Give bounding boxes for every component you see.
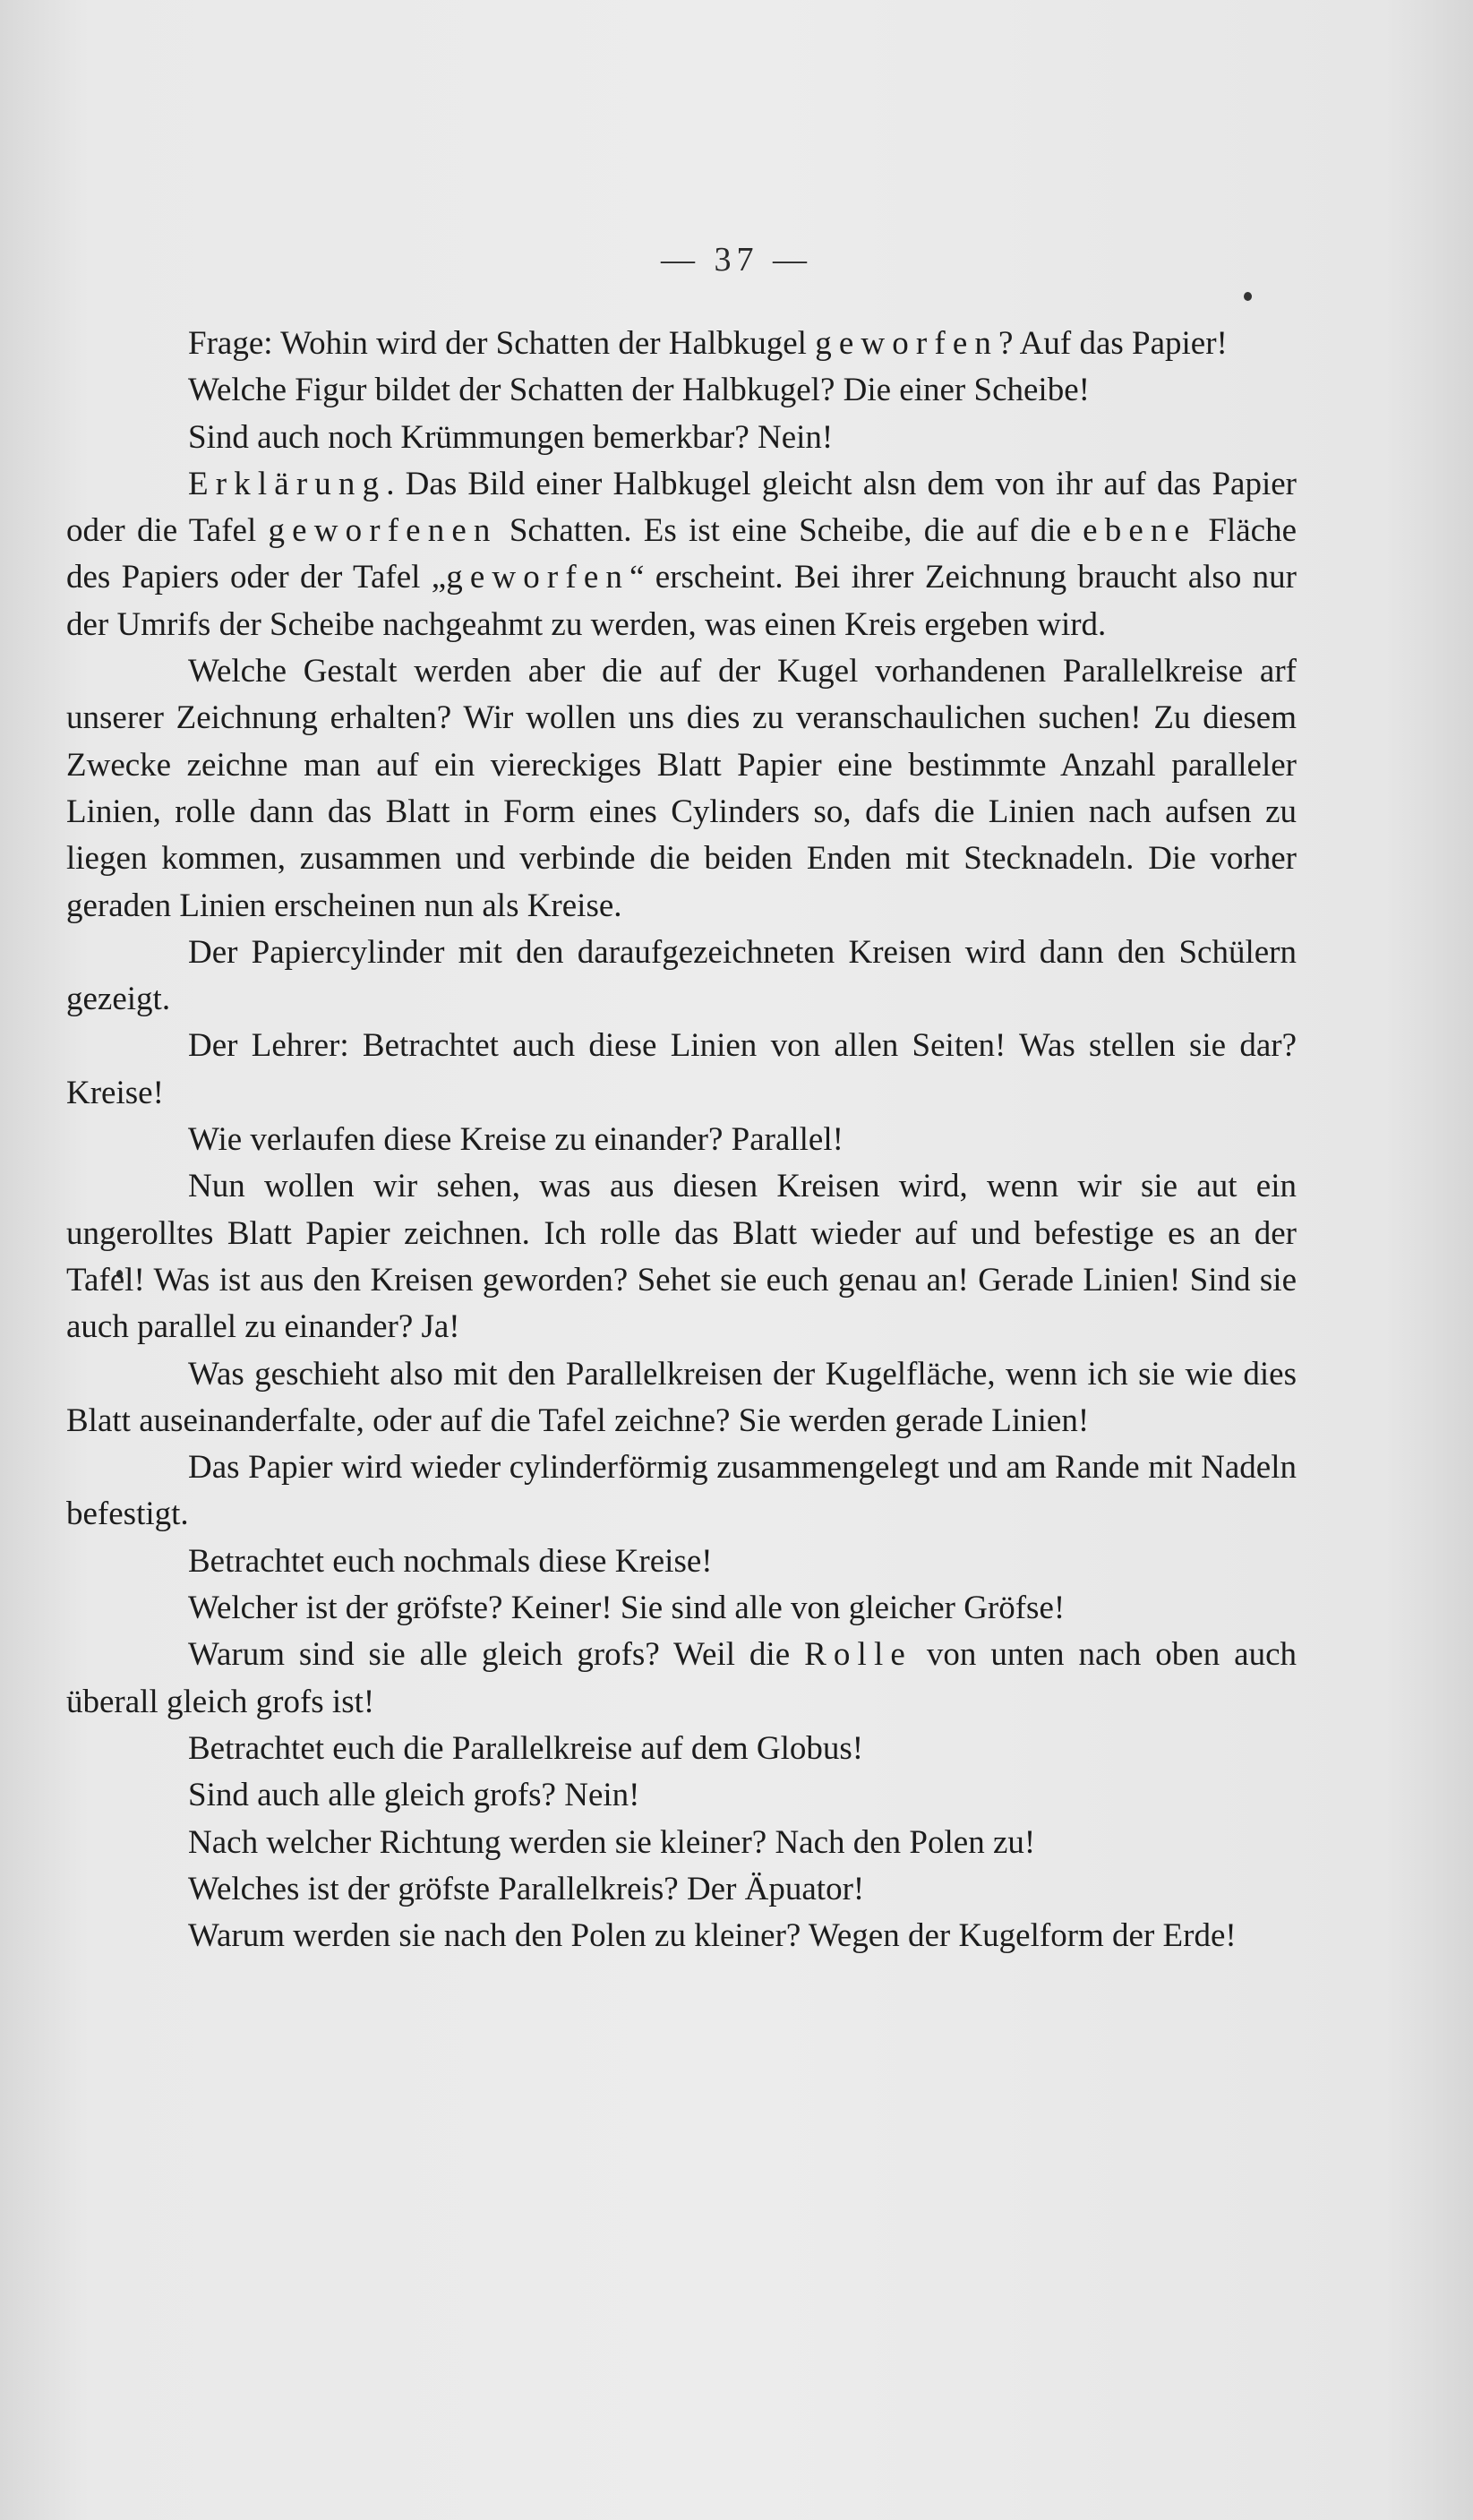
paragraph-text: Das Papier wird wieder cylinderförmig zusammengelegt und am Rande mit Nadeln befestigt. <box>66 1449 1297 1533</box>
paragraph <box>66 1023 1297 1117</box>
paragraph-text: Wie verlaufen diese Kreise zu einander? Parallel! <box>188 1121 844 1159</box>
paragraph-text: Welcher ist der gröfste? Keiner! Sie sind alle von gleicher Gröfse! <box>188 1590 1066 1627</box>
body-text <box>66 321 1297 1959</box>
paragraph <box>66 1585 1297 1632</box>
paragraph <box>66 1117 1297 1163</box>
paragraph-text: Betrachtet euch nochmals diese Kreise! <box>188 1542 713 1580</box>
spaced-emphasis-text: ebene <box>1083 512 1197 550</box>
spaced-emphasis-text: geworfen <box>815 325 999 362</box>
paragraph-text: Warum werden sie nach den Polen zu kleiner? Wegen der Kugelform der Erde! <box>188 1917 1237 1955</box>
paragraph-text: Welche Gestalt werden aber die auf der Kugel vorhandenen Parallelkreise arf unserer Zeichnung erhalten? Wir wollen uns dies zu veranschaulichen suchen! Zu diesem Zwecke zeichne man auf ein viereckiges Blatt Papier eine bestimmte Anzahl paralleler Linien, rolle dann das Blatt in Form eines Cylinders so, dafs die Linien nach aufsen zu liegen kommen, zusammen und verbinde die beiden Enden mit Stecknadeln. Die vorher geraden Linien erscheinen nun als Kreise. <box>66 653 1297 924</box>
paragraph <box>66 1913 1297 1959</box>
paragraph-text: Nach welcher Richtung werden sie kleiner? Nach den Polen zu! <box>188 1823 1036 1861</box>
paragraph-text: Betrachtet euch die Parallelkreise auf dem Globus! <box>188 1729 864 1767</box>
paragraph-text: Fläche des Papiers oder der Tafel „ <box>66 512 1297 596</box>
paragraph <box>66 930 1297 1024</box>
paragraph-text: Sind auch noch Krümmungen bemerkbar? Nein! <box>188 418 834 456</box>
paragraph <box>66 1351 1297 1445</box>
paragraph <box>66 1163 1297 1350</box>
paragraph <box>66 1539 1297 1585</box>
spaced-emphasis-text: geworfenen <box>268 512 498 550</box>
paragraph-text: Warum sind sie alle gleich grofs? Weil die <box>188 1636 805 1674</box>
spaced-emphasis-text: geworfen <box>446 559 630 596</box>
paragraph <box>66 648 1297 930</box>
paragraph-text: Schatten. Es ist eine Scheibe, die auf die <box>497 512 1083 550</box>
paragraph-text: Der Papiercylinder mit den daraufgezeichneten Kreisen wird dann den Schülern gezeigt. <box>66 933 1297 1018</box>
spaced-emphasis-text: Erklärung <box>188 465 387 502</box>
paragraph-text: Was geschieht also mit den Parallelkreisen der Kugelfläche, wenn ich sie wie dies Blatt auseinanderfalte, oder auf die Tafel zeichne? Sie werden gerade Linien! <box>66 1355 1297 1439</box>
paragraph-text: . Das Bild einer Halbkugel gleicht alsn dem von ihr auf das Papier oder die Tafel <box>66 465 1297 550</box>
spaced-emphasis-text: Rolle <box>804 1636 912 1674</box>
paragraph <box>66 415 1297 461</box>
paragraph <box>66 1772 1297 1819</box>
paragraph-text: Nun wollen wir sehen, was aus diesen Kreisen wird, wenn wir sie aut ein ungerolltes Blatt Papier zeichnen. Ich rolle das Blatt wieder auf und befestige es an der Tafel! Was ist aus den Kreisen geworden? Sehet sie euch genau an! Gerade Linien! Sind sie auch parallel zu einander? Ja! <box>66 1168 1297 1346</box>
paragraph <box>66 1820 1297 1866</box>
paragraph-text: Sind auch alle gleich grofs? Nein! <box>188 1777 640 1814</box>
ink-speck <box>1244 292 1252 301</box>
page-number: — 37 — <box>661 241 812 279</box>
paragraph <box>66 1866 1297 1913</box>
paragraph-text: ? Auf das Papier! <box>998 325 1228 362</box>
paragraph <box>66 1726 1297 1772</box>
paragraph <box>66 321 1297 367</box>
paragraph-text: “ erscheint. Bei ihrer Zeichnung braucht also nur der Umrifs der Scheibe nachgeahmt zu werden, was einen Kreis ergeben wird. <box>66 559 1297 643</box>
paragraph <box>66 367 1297 414</box>
paragraph <box>66 461 1297 648</box>
paragraph <box>66 1632 1297 1726</box>
paragraph-text: von unten nach oben auch überall gleich grofs ist! <box>66 1636 1297 1720</box>
paragraph-text: Welche Figur bildet der Schatten der Halbkugel? Die einer Scheibe! <box>188 372 1090 409</box>
paragraph-text: Der Lehrer: Betrachtet auch diese Linien von allen Seiten! Was stellen sie dar? Kreise! <box>66 1027 1297 1111</box>
paragraph-text: Welches ist der gröfste Parallelkreis? Der Äpuator! <box>188 1870 865 1907</box>
paragraph-text: Frage: Wohin wird der Schatten der Halbkugel <box>188 325 816 362</box>
paragraph <box>66 1444 1297 1539</box>
